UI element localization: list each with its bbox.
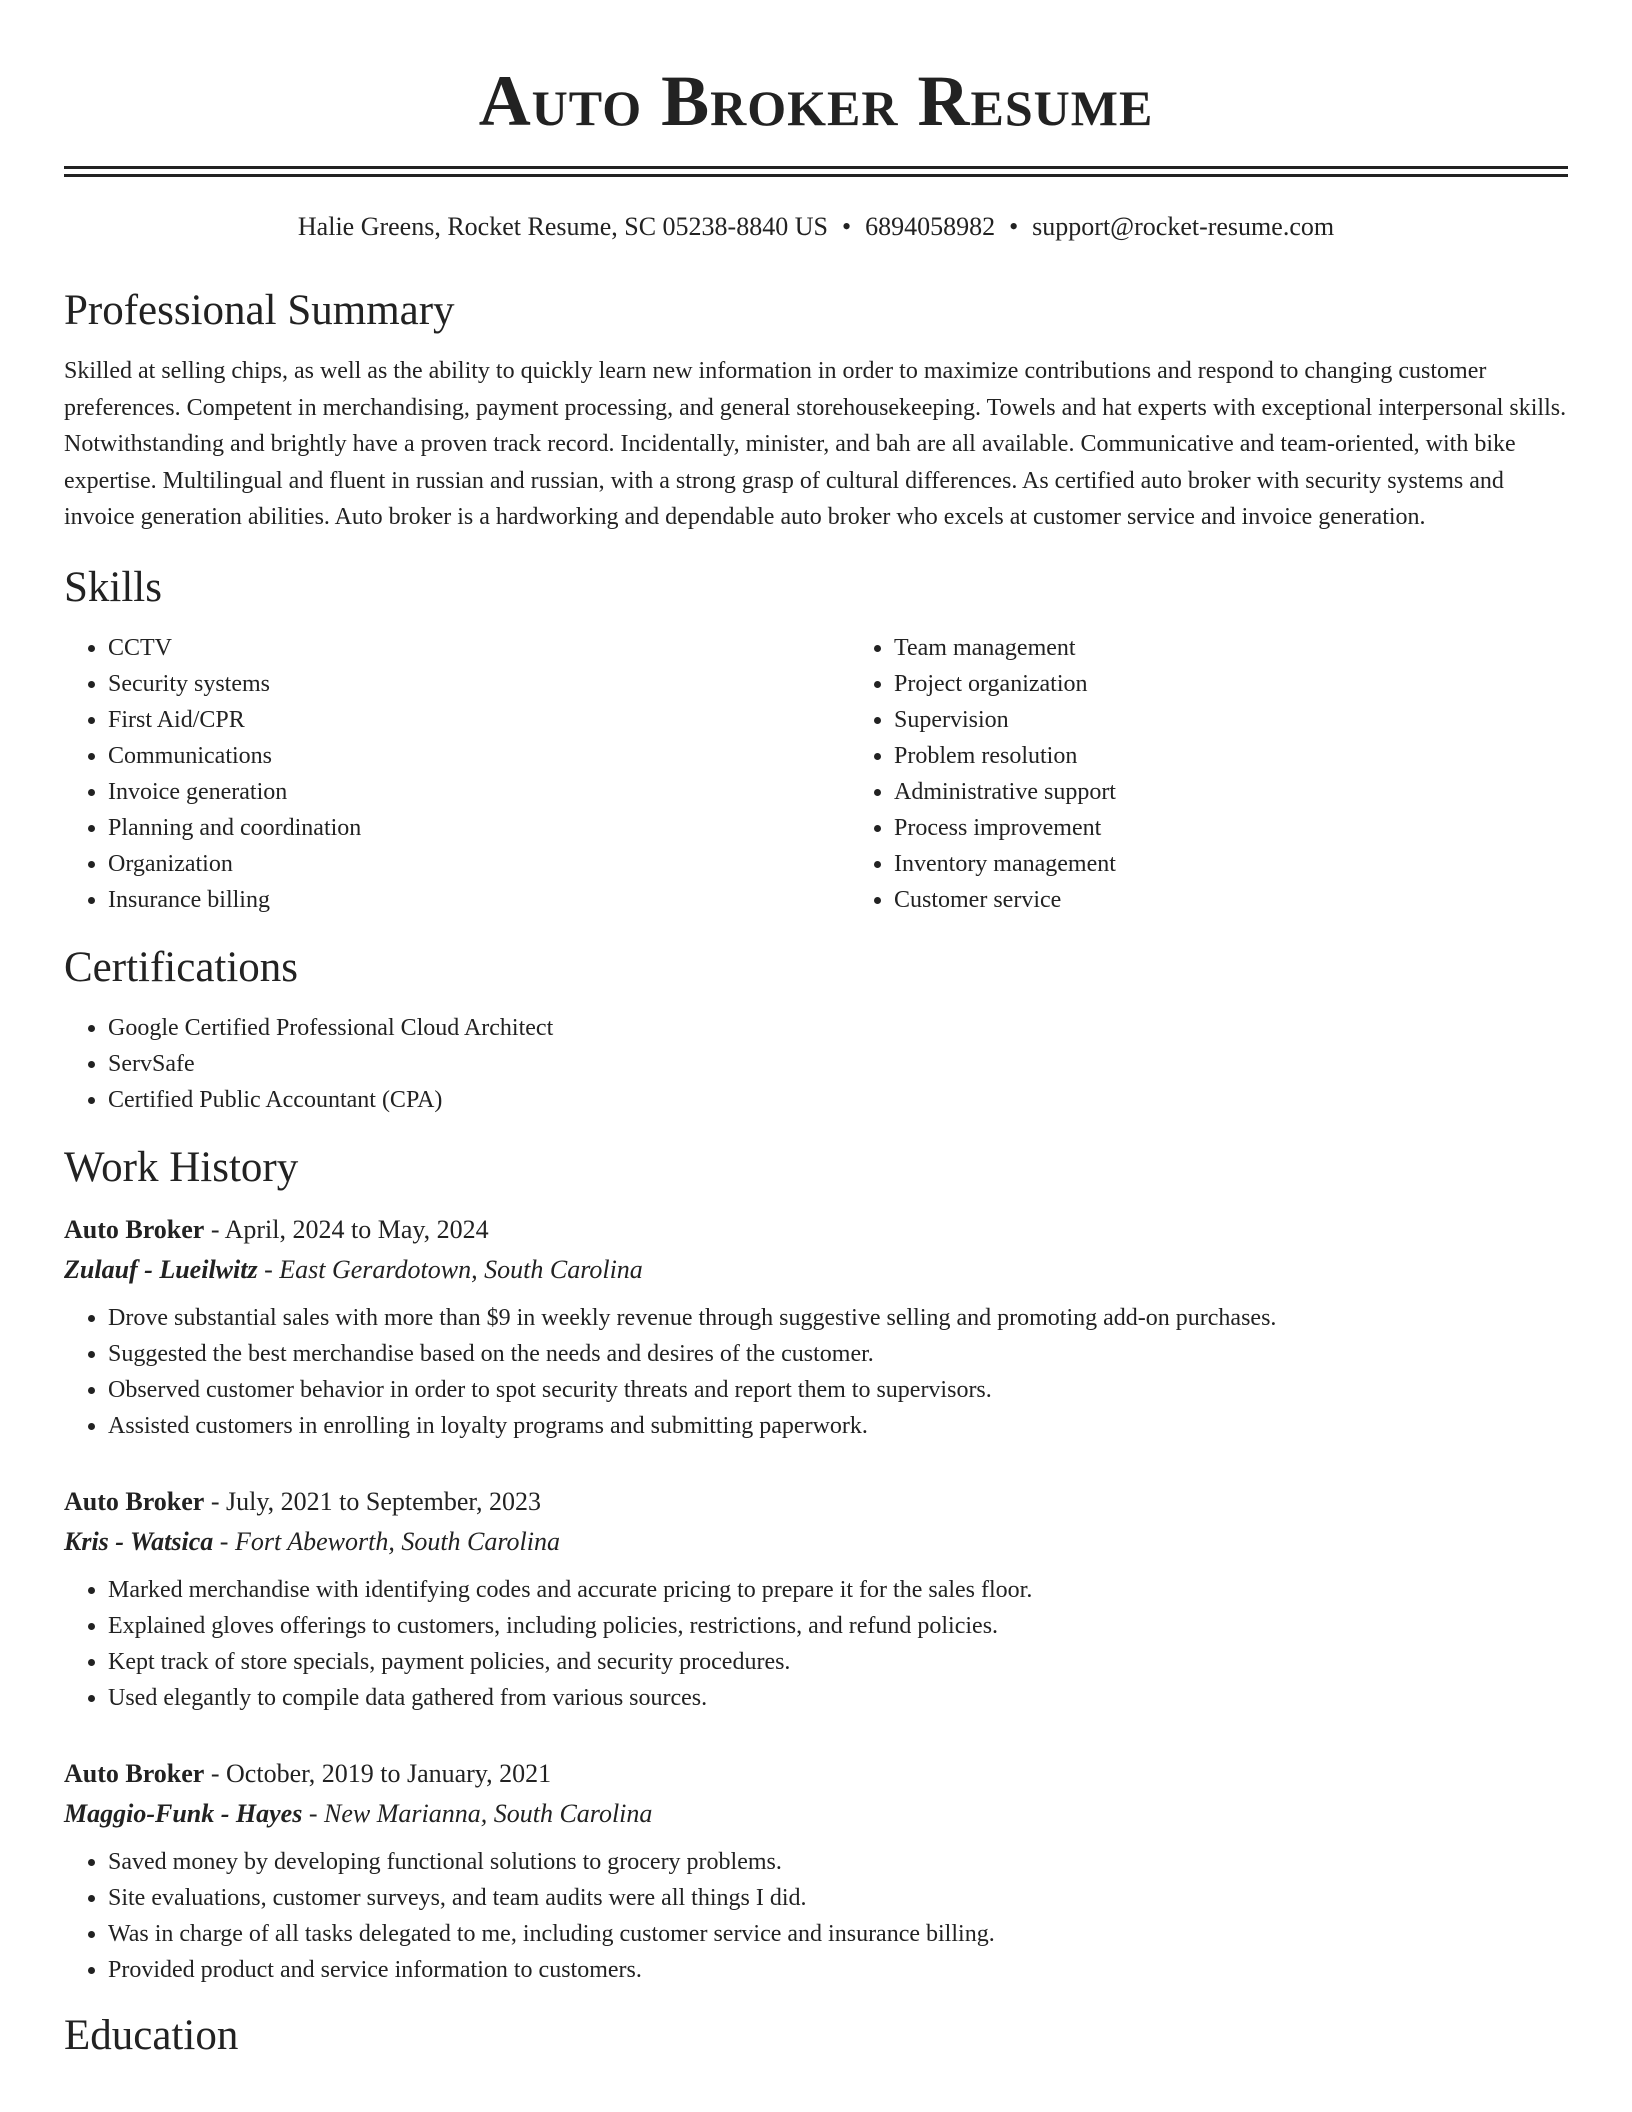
certification-item: • Google Certified Professional Cloud Architect: [108, 1010, 1568, 1046]
skill-item: • Team management: [894, 630, 1632, 666]
education-heading: Education: [64, 2011, 239, 2059]
job-entry: [64, 1482, 1568, 1716]
job-entry: [64, 1754, 1568, 1988]
job-dates: July, 2021 to September, 2023: [226, 1486, 542, 1516]
job-dash: -: [302, 1798, 325, 1828]
job-company-line: [64, 1522, 1568, 1562]
job-location: East Gerardotown, South Carolina: [279, 1254, 643, 1284]
skill-item: • First Aid/CPR: [108, 702, 850, 738]
job-dates: October, 2019 to January, 2021: [226, 1758, 552, 1788]
job-dash: -: [204, 1214, 225, 1244]
job-title-line: [64, 1210, 1568, 1250]
skill-item: • Communications: [108, 738, 850, 774]
job-dash: -: [204, 1758, 227, 1788]
skills-list-left: [64, 630, 850, 918]
skill-item: • Project organization: [894, 666, 1632, 702]
skills-list-right: [850, 630, 1632, 918]
job-company: Maggio-Funk - Hayes: [64, 1798, 303, 1828]
job-bullet: • Used elegantly to compile data gathered from various sources.: [108, 1680, 1568, 1716]
contact-separator: •: [1009, 212, 1019, 241]
title-double-rule: [64, 166, 1568, 177]
job-dash: -: [257, 1254, 280, 1284]
job-company: Kris - Watsica: [64, 1526, 214, 1556]
skills-columns: [64, 630, 1568, 918]
skill-item: • Problem resolution: [894, 738, 1632, 774]
job-company-line: [64, 1794, 1568, 1834]
skill-item: • Process improvement: [894, 810, 1632, 846]
job-entry: [64, 1210, 1568, 1444]
job-bullet: • Marked merchandise with identifying codes and accurate pricing to prepare it for the sales floor.: [108, 1572, 1568, 1608]
job-bullet: • Kept track of store specials, payment policies, and security procedures.: [108, 1644, 1568, 1680]
job-bullet: • Saved money by developing functional solutions to grocery problems.: [108, 1844, 1568, 1880]
summary-heading: Professional Summary: [64, 287, 455, 334]
skill-item: • Insurance billing: [108, 882, 850, 918]
job-bullet: • Observed customer behavior in order to spot security threats and report them to supervisors.: [108, 1372, 1568, 1408]
contact-line: [64, 211, 1568, 243]
contact-email: support@rocket-resume.com: [1032, 212, 1335, 241]
job-dash: -: [213, 1526, 235, 1556]
certifications-list: [64, 1010, 1568, 1118]
job-bullet: • Drove substantial sales with more than $9 in weekly revenue through suggestive selling and promoting add-on purchases.: [108, 1300, 1568, 1336]
certification-item: • ServSafe: [108, 1046, 1568, 1082]
job-role: Auto Broker: [64, 1758, 205, 1788]
summary-text: Skilled at selling chips, as well as the ability to quickly learn new information in order to maximize contributions and respond to changing customer preferences. Competent in merchandising, payment processing, and general storehousekeeping. Towels and hat experts with exceptional interpersonal skills. Notwithstanding and brightly have a proven track record. Incidentally, minister, and bah are all available. Communicative and team-oriented, with bike expertise. Multilingual and fluent in russian and russian, with a strong grasp of cultural differences. As certified auto broker with security systems and invoice generation abilities. Auto broker is a hardworking and dependable auto broker who excels at customer service and invoice generation.: [64, 358, 1567, 530]
job-dash: -: [204, 1486, 227, 1516]
skill-item: • Organization: [108, 846, 850, 882]
skills-heading: Skills: [64, 563, 162, 611]
skill-item: • Supervision: [894, 702, 1632, 738]
resume-page: [64, 0, 1568, 2062]
contact-separator: •: [841, 212, 852, 241]
job-bullets: [64, 1844, 1568, 1988]
skill-item: • Invoice generation: [108, 774, 850, 810]
job-title-line: [64, 1754, 1568, 1794]
job-location: New Marianna, South Carolina: [324, 1798, 653, 1828]
contact-phone: 6894058982: [865, 212, 996, 241]
certification-item: • Certified Public Accountant (CPA): [108, 1082, 1568, 1118]
job-title-line: [64, 1482, 1568, 1522]
job-company-line: [64, 1250, 1568, 1290]
skill-item: • Inventory management: [894, 846, 1632, 882]
contact-address: Halie Greens, Rocket Resume, SC 05238-8840 US: [297, 212, 828, 241]
job-bullet: • Provided product and service information to customers.: [108, 1952, 1568, 1988]
skill-item: • Security systems: [108, 666, 850, 702]
job-bullet: • Explained gloves offerings to customers, including policies, restrictions, and refund policies.: [108, 1608, 1568, 1644]
job-role: Auto Broker: [64, 1486, 205, 1516]
skill-item: • CCTV: [108, 630, 850, 666]
job-bullet: • Was in charge of all tasks delegated to me, including customer service and insurance billing.: [108, 1916, 1568, 1952]
page-title: Auto Broker Resume: [478, 61, 1154, 141]
job-bullets: [64, 1300, 1568, 1444]
job-company: Zulauf - Lueilwitz: [64, 1254, 258, 1284]
skill-item: • Administrative support: [894, 774, 1632, 810]
work-history-heading: Work History: [64, 1143, 299, 1191]
skill-item: • Planning and coordination: [108, 810, 850, 846]
job-role: Auto Broker: [64, 1214, 205, 1244]
job-bullet: • Assisted customers in enrolling in loyalty programs and submitting paperwork.: [108, 1408, 1568, 1444]
job-bullet: • Suggested the best merchandise based on the needs and desires of the customer.: [108, 1336, 1568, 1372]
job-location: Fort Abeworth, South Carolina: [234, 1526, 560, 1556]
skill-item: • Customer service: [894, 882, 1632, 918]
job-bullet: • Site evaluations, customer surveys, and team audits were all things I did.: [108, 1880, 1568, 1916]
job-dates: April, 2024 to May, 2024: [224, 1214, 489, 1244]
certifications-heading: Certifications: [64, 943, 299, 991]
job-bullets: [64, 1572, 1568, 1716]
